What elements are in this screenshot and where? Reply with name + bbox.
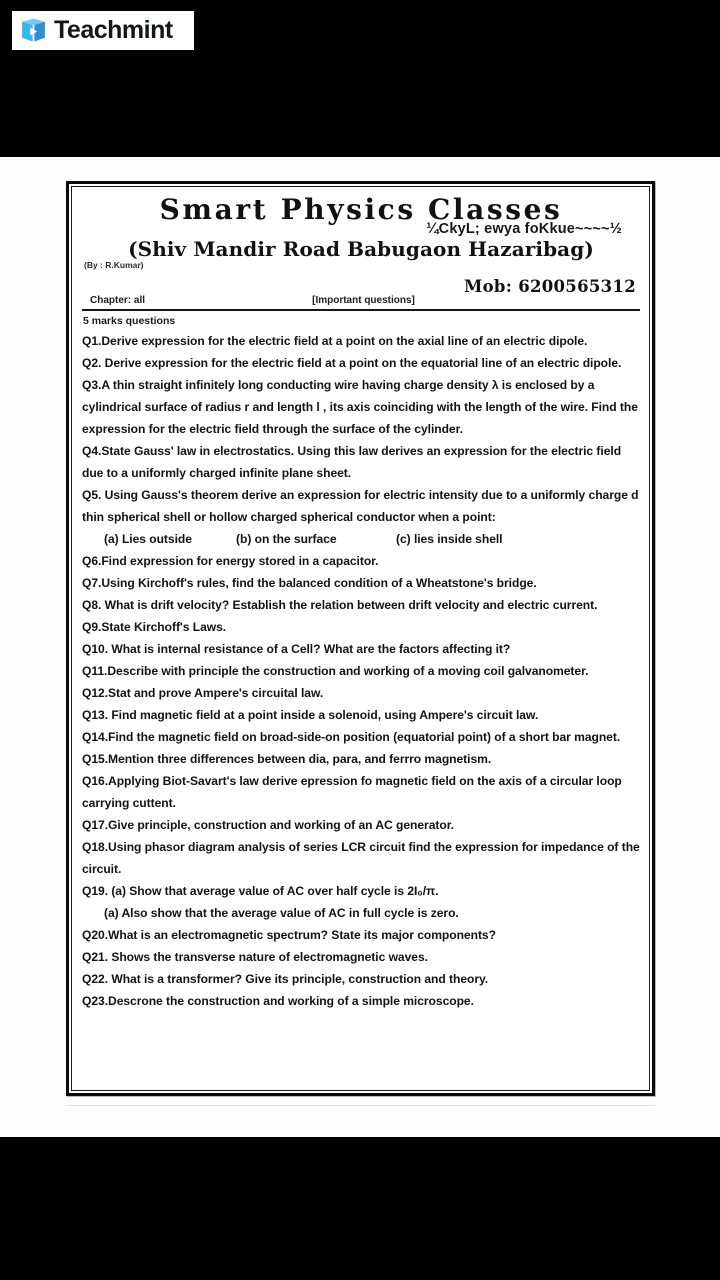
question-item: Q2. Derive expression for the electric field at a point on the equatorial line of an electric dipole. [82, 355, 622, 370]
question-item: Q13. Find magnetic field at a point inside a solenoid, using Ampere's circuit law. [82, 707, 539, 722]
mobile-row [82, 277, 636, 297]
question-item: Q18.Using phasor diagram analysis of series LCR circuit find the expression for impedance of the circuit. [82, 839, 640, 876]
question-item: Q17.Give principle, construction and working of an AC generator. [82, 817, 454, 832]
institute-address: (Shiv Mandir Road Babugaon Hazaribag) [128, 237, 594, 262]
question-item: Q22. What is a transformer? Give its principle, construction and theory. [82, 971, 489, 986]
question-subparts-row [82, 528, 640, 550]
question-item: Q20.What is an electromagnetic spectrum? State its major components? [82, 927, 496, 942]
question-item: Q6.Find expression for energy stored in a capacitor. [82, 553, 379, 568]
question-item: Q8. What is drift velocity? Establish the relation between drift velocity and electric current. [82, 597, 598, 612]
question-paper-inner [71, 186, 650, 1091]
question-item: Q1.Derive expression for the electric field at a point on the axial line of an electric dipole. [82, 333, 588, 348]
question-item: Q7.Using Kirchoff's rules, find the balanced condition of a Wheatstone's bridge. [82, 575, 537, 590]
question-item: Q23.Descrone the construction and working of a simple microscope. [82, 993, 474, 1008]
question-item: Q11.Describe with principle the construction and working of a moving coil galvanometer. [82, 663, 589, 678]
question-item: Q14.Find the magnetic field on broad-side-on position (equatorial point) of a short bar magnet. [82, 729, 621, 744]
question-item: Q16.Applying Biot-Savart's law derive epression fo magnetic field on the axis of a circular loop carrying cuttent. [82, 773, 622, 810]
important-questions-note: [Important questions] [312, 294, 415, 306]
book-play-icon [20, 17, 47, 44]
page-bottom-edge [66, 1105, 655, 1106]
question-item: Q12.Stat and prove Ampere's circuital law. [82, 685, 324, 700]
question-subpart: (c) lies inside shell [396, 531, 503, 546]
teachmint-brand-label: Teachmint [54, 16, 173, 44]
question-subitem: (a) Also show that the average value of AC in full cycle is zero. [104, 905, 459, 920]
institute-tagline-hindi: ¼CkyL; ewya foKkue~~~~½ [426, 221, 622, 238]
question-item: Q9.State Kirchoff's Laws. [82, 619, 227, 634]
question-subpart: (b) on the surface [236, 531, 337, 546]
chapter-label: Chapter: all [90, 294, 146, 306]
question-list [82, 330, 640, 1012]
question-item: Q10. What is internal resistance of a Cell? What are the factors affecting it? [82, 641, 511, 656]
mobile-number: Mob: 6200565312 [464, 276, 636, 296]
section-label: 5 marks questions [83, 314, 176, 327]
institute-name: Smart Physics Classes [159, 193, 563, 226]
question-item: Q5. Using Gauss's theorem derive an expression for electric intensity due to a uniformly charge d thin spherical shell or hollow charged spherical conductor when a point: [82, 487, 639, 524]
question-item: Q21. Shows the transverse nature of electromagnetic waves. [82, 949, 428, 964]
teachmint-watermark [12, 11, 194, 50]
question-item: Q4.State Gauss' law in electrostatics. Using this law derives an expression for the electric field due to a uniformly charged infinite plane sheet. [82, 443, 622, 480]
document-page-sheet [0, 157, 720, 1137]
question-subpart: (a) Lies outside [104, 531, 192, 546]
question-item: Q15.Mention three differences between dia, para, and ferrro magnetism. [82, 751, 492, 766]
question-paper-frame [66, 181, 655, 1096]
question-item: Q19. (a) Show that average value of AC over half cycle is 2I₀/π. [82, 883, 439, 898]
paper-meta-row [82, 295, 640, 309]
author-credit: (By : R.Kumar) [84, 260, 144, 271]
question-item: Q3.A thin straight infinitely long conducting wire having charge density λ is enclosed by a cylindrical surface of radius r and length l , its axis coinciding with the length of the wire. Find the expression for the electric field through the surface of the cylinder. [82, 377, 638, 436]
header-divider [82, 309, 640, 311]
